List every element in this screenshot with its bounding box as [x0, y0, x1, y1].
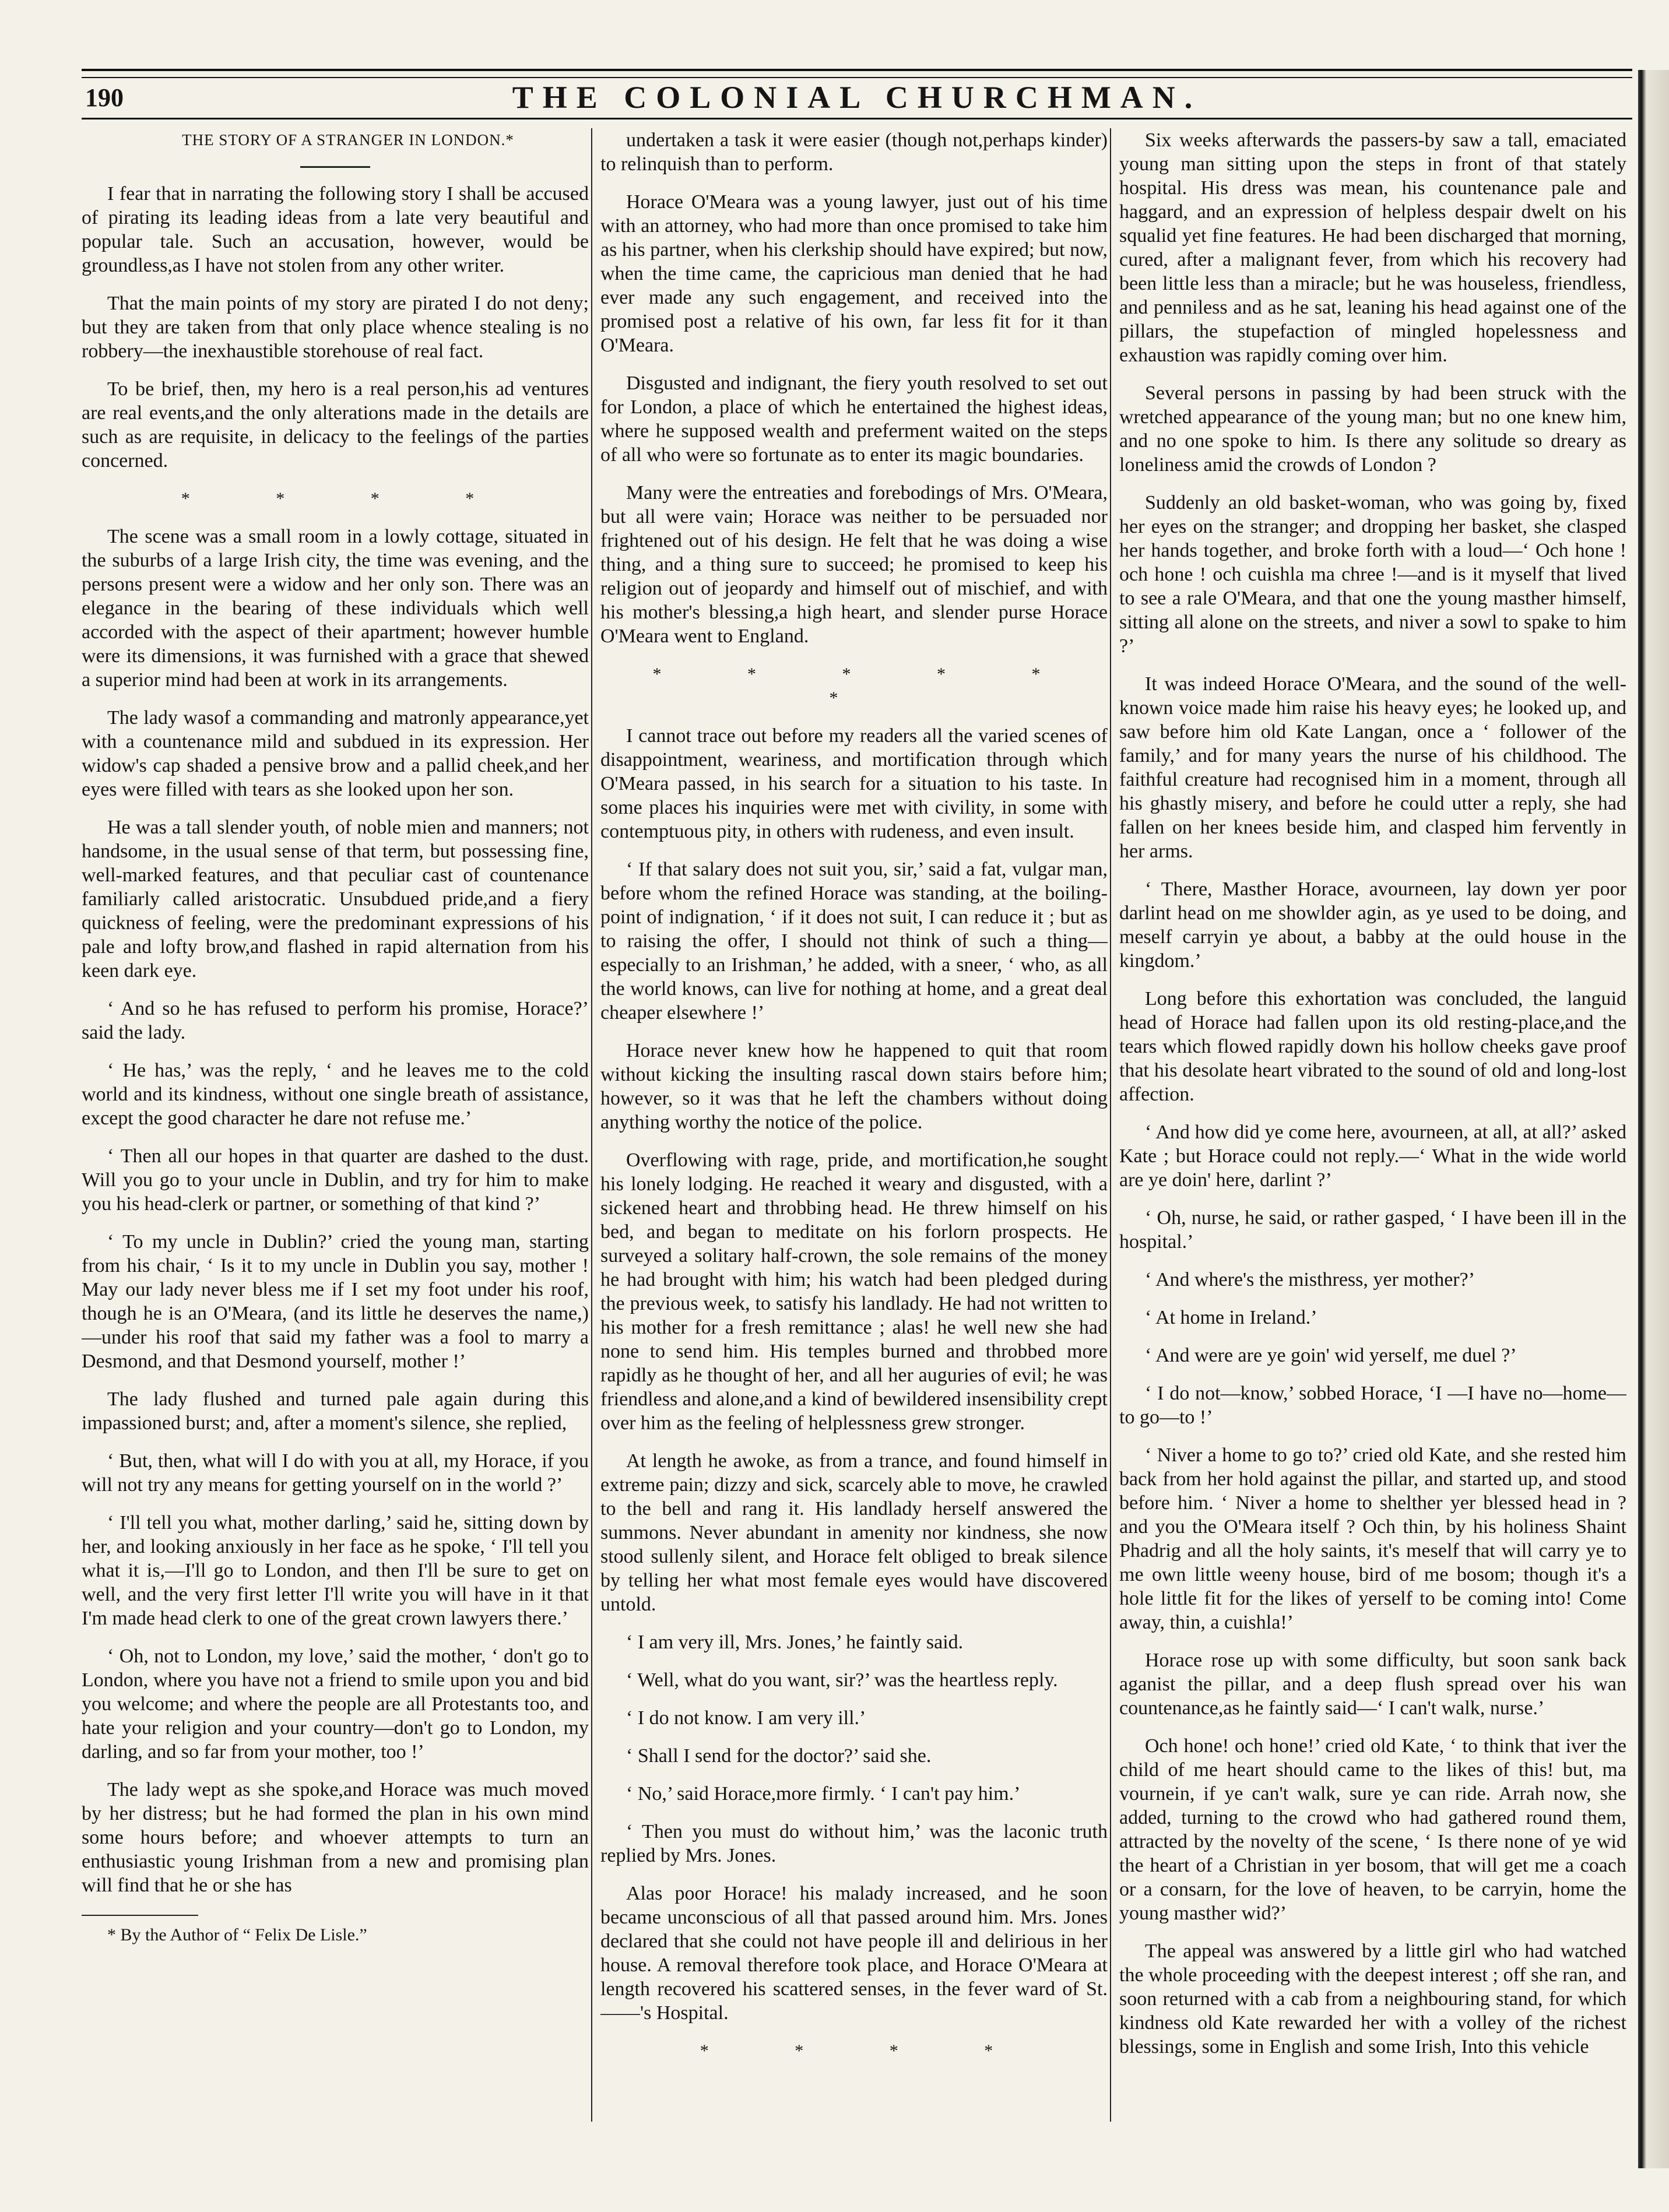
paragraph: ‘ Niver a home to go to?’ cried old Kate, and she rested him back from her hold against the pillar, and started up, and stood before him. ‘ Niver a home to shelther yer blessed head in ? and you the O'Meara itself ? Och thin, by his holiness Shaint Phadrig and all the holy saints, it's meself that will carry ye to me own little weeny house, bird of me bosom; though it's a hole little fit for the likes of yerself to be coming into! Come away, thin, a cuishla!’ — [1119, 1444, 1626, 1633]
column-2 — [600, 128, 1108, 2110]
paragraph: I cannot trace out before my readers all the varied scenes of disappointment, weariness, and mortification through which O'Meara passed, in his search for a situation to his taste. In some places his inquiries were met with civility, in some with contemptuous pity, in others with rudeness, and even insult. — [600, 725, 1108, 842]
paragraph: ‘ To my uncle in Dublin?’ cried the young man, starting from his chair, ‘ Is it to my uncle in Dublin you say, mother ! May our lady never bless me if I set my foot under his roof, though he is an O'Meara, (and its little he deserves the name,)—under his roof that said my father was a fool to marry a Desmond, and that Desmond yourself, mother !’ — [82, 1231, 589, 1372]
paragraph: ‘ But, then, what will I do with you at all, my Horace, if you will not try any means for getting yourself on in the world ?’ — [82, 1450, 589, 1496]
page-number: 190 — [85, 83, 124, 112]
page-header — [82, 77, 1632, 119]
paragraph: ‘ He has,’ was the reply, ‘ and he leaves me to the cold world and its kindness, without one single breath of assistance, except the good character he dare not refuse me.’ — [82, 1060, 589, 1129]
paragraph: ‘ Shall I send for the doctor?’ said she. — [626, 1745, 932, 1767]
paragraph: ‘ Then you must do without him,’ was the laconic truth replied by Mrs. Jones. — [600, 1821, 1108, 1866]
paragraph: That the main points of my story are pirated I do not deny; but they are taken from that only place whence stealing is no robbery—the inexhaustible storehouse of real fact. — [82, 293, 589, 362]
paragraph: ‘ I do not know. I am very ill.’ — [626, 1707, 866, 1729]
paragraph: ‘ Oh, not to London, my love,’ said the mother, ‘ don't go to London, where you have not a friend to smile upon you and bid you welcome; and where the people are all Protestants too, and hate your religion and your country—don't go to London, my darling, and so far from your mother, too !’ — [82, 1645, 589, 1763]
column-divider — [591, 128, 592, 2122]
story-title: THE STORY OF A STRANGER IN LONDON.* — [182, 131, 514, 149]
paragraph: Horace never knew how he happened to quit that room without kicking the insulting rascal down stairs before him; however, so it was that he left the chambers without doing anything worthy the notice of the police. — [600, 1040, 1108, 1133]
paragraph: The appeal was answered by a little girl who had watched the whole proceeding with the deepest interest ; off she ran, and soon returned with a cab from a neighbouring stand, for which kindness old Kate rewarded her with a volley of the richest blessings, some in English and some Irish, Into this vehicle — [1119, 1940, 1626, 2058]
paragraph: I fear that in narrating the following story I shall be accused of pirating its leading ideas from a late very beautiful and popular tale. Such an accusation, however, would be groundless,as I have not stolen from any other writer. — [82, 183, 589, 276]
footnote-rule — [82, 1915, 198, 1916]
paragraph: The lady wasof a commanding and matronly appearance,yet with a countenance mild and subdued in its expression. Her widow's cap shaded a pensive brow and a pallid cheek,and her eyes were filled with tears as she looked upon her son. — [82, 707, 589, 800]
paragraph: Several persons in passing by had been struck with the wretched appearance of the young man; but no one knew him, and no one spoke to him. Is there any solitude so dreary as loneliness amid the crowds of London ? — [1119, 382, 1626, 476]
paragraph: ‘ And so he has refused to perform his promise, Horace?’ said the lady. — [82, 998, 589, 1043]
column-1 — [82, 128, 589, 2110]
paragraph: ‘ At home in Ireland.’ — [1145, 1307, 1317, 1328]
paragraph: Six weeks afterwards the passers-by saw a tall, emaciated young man sitting upon the steps in front of that stately hospital. His dress was mean, his countenance pale and haggard, and an expression of helpless despair dwelt on his squalid yet fine features. He had been discharged that morning, cured, after a malignant fever, from which his recovery had been little less than a miracle; but he was houseless, friendless, and penniless and as he sat, leaning his head against one of the pillars, the stupefaction of mingled hopelessness and exhaustion was rapidly coming over him. — [1119, 129, 1626, 366]
masthead-title: THE COLONIAL CHURCHMAN. — [512, 80, 1202, 115]
paragraph: To be brief, then, my hero is a real person,his ad ventures are real events,and the only alterations made in the details are such as are requisite, in delicacy to the feelings of the parties concerned. — [82, 378, 589, 472]
paragraph: ‘ No,’ said Horace,more firmly. ‘ I can't pay him.’ — [626, 1783, 1021, 1805]
paragraph: ‘ If that salary does not suit you, sir,’ said a fat, vulgar man, before whom the refined Horace was standing, at the boiling-point of indignation, ‘ if it does not suit, I can reduce it ; but as to raising the offer, I should not think of such a thing—especially to an Irishman,’ he added, with a sneer, ‘ who, as all the world knows, can live for nothing at home, and a great deal cheaper elsewhere !’ — [600, 859, 1108, 1024]
paragraph: The lady flushed and turned pale again during this impassioned burst; and, after a moment's silence, she replied, — [82, 1388, 589, 1434]
paragraph: ‘ And were are ye goin' wid yerself, me duel ?’ — [1145, 1345, 1517, 1366]
paragraph: ‘ I am very ill, Mrs. Jones,’ he faintly said. — [626, 1631, 964, 1653]
column-divider — [1110, 128, 1111, 2122]
paragraph: At length he awoke, as from a trance, and found himself in extreme pain; dizzy and sick, scarcely able to move, he crawled to the bell and rang it. His landlady herself answered the summons. Never abundant in amenity nor kindness, she now stood sullenly silent, and Horace felt obliged to break silence by telling her what most female eyes would have discovered untold. — [600, 1450, 1108, 1615]
footnote: * By the Author of “ Felix De Lisle.” — [107, 1925, 367, 1944]
paragraph: Alas poor Horace! his malady increased, and he soon became unconscious of all that passed around him. Mrs. Jones declared that she could not have people ill and delirious in her house. A removal therefore took place, and Horace O'Meara at length recovered his scattered senses, in the fever ward of St.——'s Hospital. — [600, 1883, 1108, 2024]
paragraph: The lady wept as she spoke,and Horace was much moved by her distress; but he had formed the plan in his own mind some hours before; and whoever attempts to turn an enthusiastic young Irishman from a new and promising plan will find that he or she has — [82, 1779, 589, 1896]
paragraph: Overflowing with rage, pride, and mortification,he sought his lonely lodging. He reached it weary and disgusted, with a sickened heart and throbbing head. He threw himself on his bed, and began to meditate on his forlorn prospects. He surveyed a solitary half-crown, the sole remains of the money he had brought with him; his watch had been pledged during the previous week, to satisfy his landlady. He had not written to his mother for a fresh remittance ; alas! he well new she had none to send him. His temples burned and throbbed more rapidly as he thought of her, and all her auguries of evil; he was friendless and alone,and a kind of bewildered insensibility crept over him as the feeling of helplessness grew stronger. — [600, 1149, 1108, 1434]
paragraph: Long before this exhortation was concluded, the languid head of Horace had fallen upon its old resting-place,and the tears which flowed rapidly down his hollow cheeks gave proof that his desolate heart vibrated to the sound of old and long-lost affection. — [1119, 988, 1626, 1105]
paragraph: Many were the entreaties and forebodings of Mrs. O'Meara, but all were vain; Horace was neither to be persuaded nor frightened out of his design. He felt that he was doing a wise thing, and a thing sure to succeed; he promised to keep his religion out of jeopardy and himself out of mischief, and with his mother's blessing,a high heart, and slender purse Horace O'Meara went to England. — [600, 482, 1108, 647]
paragraph: Suddenly an old basket-woman, who was going by, fixed her eyes on the stranger; and dropping her basket, she clasped her hands together, and broke forth with a loud—‘ Och hone ! och hone ! och cuishla ma chree !—and is it myself that lived to see a rale O'Meara, and that one the young masther himself, sitting all alone on the streets, and niver a sowl to spake to him ?’ — [1119, 492, 1626, 657]
paragraph: Disgusted and indignant, the fiery youth resolved to set out for London, a place of which he entertained the highest ideas, where he supposed wealth and preferment waited on the steps of all who were so fortunate as to enter its magic boundaries. — [600, 372, 1108, 466]
facing-page-edge — [1638, 70, 1669, 2168]
paragraph: ‘ Well, what do you want, sir?’ was the heartless reply. — [626, 1669, 1058, 1691]
paragraph: Horace O'Meara was a young lawyer, just out of his time with an attorney, who had more than once promised to take him as his partner, when his clerkship should have expired; but now, when the time came, the capricious man denied that he had ever made any such engagement, and received into the promised post a relative of his own, far less fit for it than O'Meara. — [600, 191, 1108, 356]
paragraph: ‘ And how did ye come here, avourneen, at all, at all?’ asked Kate ; but Horace could not reply.—‘ What in the wide world are ye doin' here, darlint ?’ — [1119, 1121, 1626, 1191]
paragraph: Horace rose up with some difficulty, but soon sank back aganist the pillar, and a deep flush spread over his wan countenance,as he faintly said—‘ I can't walk, nurse.’ — [1119, 1650, 1626, 1719]
paragraph: ‘ I do not—know,’ sobbed Horace, ‘I —I have no—home—to go—to !’ — [1119, 1383, 1626, 1428]
paragraph: ‘ There, Masther Horace, avourneen, lay down yer poor darlint head on me showlder agin, as ye used to be doing, and meself carryin ye about, a babby at the ould house in the kingdom.’ — [1119, 878, 1626, 972]
paragraph: ‘ And where's the misthress, yer mother?’ — [1145, 1269, 1475, 1290]
paragraph: ‘ Oh, nurse, he said, or rather gasped, ‘ I have been ill in the hospital.’ — [1119, 1207, 1626, 1253]
paragraph: The scene was a small room in a lowly cottage, situated in the suburbs of a large Irish city, the time was evening, and the persons present were a widow and her only son. There was an elegance in the bearing of these individuals which well accorded with the aspect of their apartment; however humble were its dimensions, it was furnished with a grace that shewed a superior mind had been at work in its arrangements. — [82, 526, 589, 691]
paragraph: ‘ Then all our hopes in that quarter are dashed to the dust. Will you go to your uncle in Dublin, and try for him to make you his head-clerk or partner, or something of that kind ?’ — [82, 1145, 589, 1215]
section-break: * * * * * * — [652, 664, 1081, 708]
paragraph: undertaken a task it were easier (though not,perhaps kinder) to relinquish than to perform. — [600, 129, 1108, 175]
section-break: * * * * — [181, 489, 515, 508]
paragraph: Och hone! och hone!’ cried old Kate, ‘ to think that iver the child of me heart should came to the likes of this! but, ma vournein, if ye can't walk, sure ye can ride. Arrah now, she added, turning to the crowd who had gathered round them, attracted by the novelty of the scene, ‘ Is there none of ye wid the heart of a Christian in yer bosom, that will get me a coach or a consarn, for the love of heaven, to be carryin, home the young masther wid?’ — [1119, 1735, 1626, 1924]
paragraph: He was a tall slender youth, of noble mien and manners; not handsome, in the usual sense of that term, but possessing fine, well-marked features, and that peculiar cast of countenance familiarly called aristocratic. Unsubdued pride,and a fiery quickness of feeling, were the predominant expressions of his pale and lofty brow,and flashed in rapid alternation from his keen dark eye. — [82, 817, 589, 982]
title-rule — [300, 166, 370, 168]
column-3 — [1119, 128, 1626, 2110]
section-break: * * * * — [700, 2041, 1034, 2060]
paragraph: It was indeed Horace O'Meara, and the sound of the well-known voice made him raise his heavy eyes; he looked up, and saw before him old Kate Langan, once a ‘ follower of the family,’ and for many years the nurse of his childhood. The faithful creature had recognised him in a moment, through all his ghastly misery, and before he could utter a reply, she had fallen on her knees beside him, and clasped him fervently in her arms. — [1119, 673, 1626, 862]
paragraph: ‘ I'll tell you what, mother darling,’ said he, sitting down by her, and looking anxiously in her face as he spoke, ‘ I'll tell you what it is,—I'll go to London, and then I'll be sure to get on well, and the very first letter I'll write you will have in it that I'm made head clerk to one of the great crown lawyers there.’ — [82, 1512, 589, 1629]
